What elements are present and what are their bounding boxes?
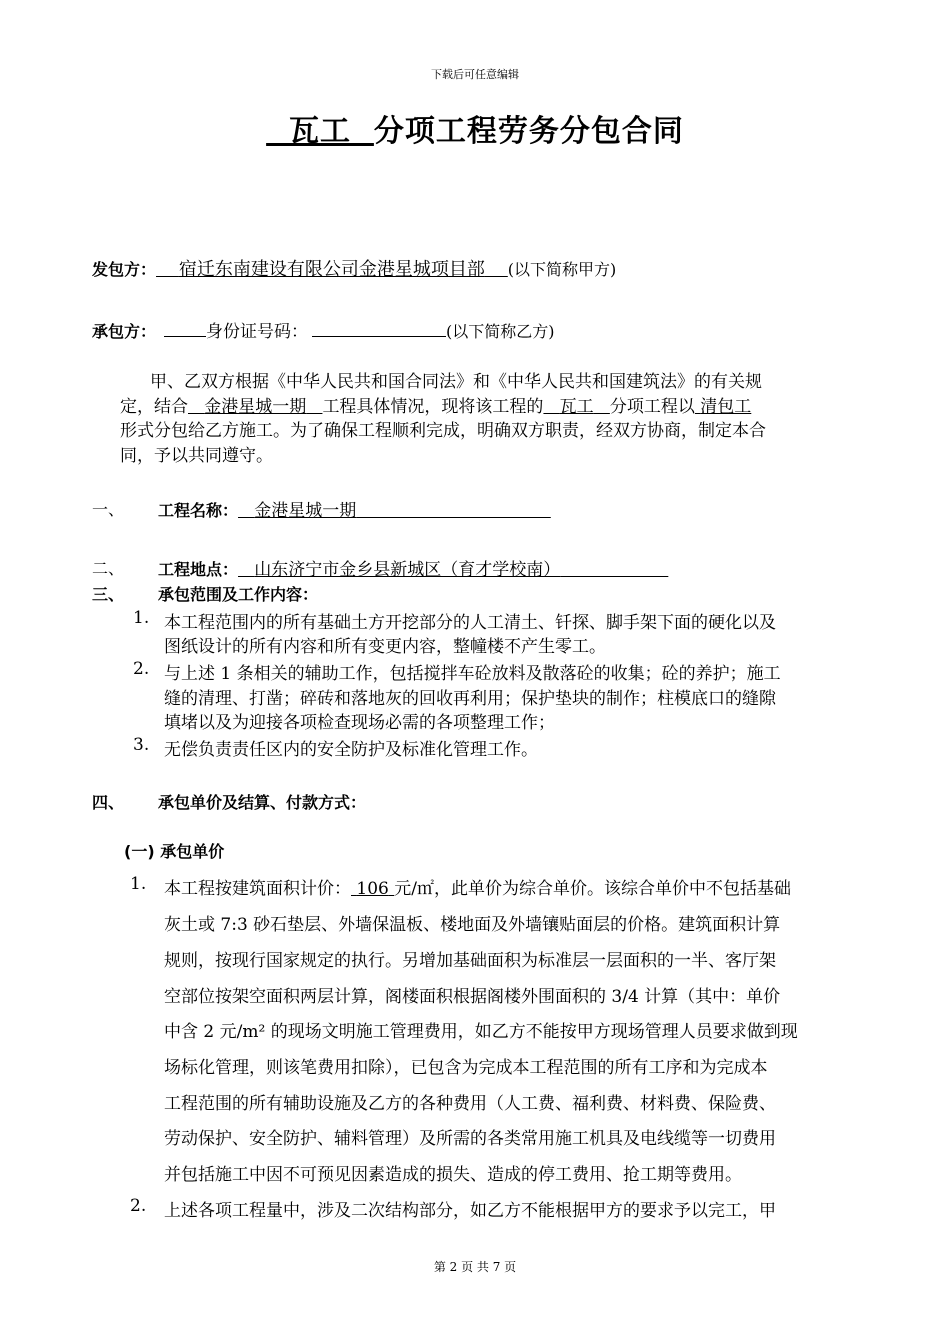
intro-line-3: 形式分包给乙方施工。为了确保工程顺利完成，明确双方职责，经双方协商，制定本合 <box>120 421 766 441</box>
sec3-num: 三、 <box>92 585 125 604</box>
sec4-p1-line4: 空部位按架空面积两层计算，阁楼面积根据阁楼外围面积的 3/4 计算（其中：单价 <box>164 987 781 1007</box>
sec4-p1-num: 1. <box>130 874 147 894</box>
sec4-p2-num: 2. <box>130 1196 147 1216</box>
sec3-item2-line1: 与上述 1 条相关的辅助工作，包括搅拌车砼放料及散落砼的收集；砼的养护；施工 <box>164 664 781 684</box>
sec4-sub1: (一) 承包单价 <box>124 842 225 861</box>
page-header: 下载后可任意编辑 <box>431 68 519 81</box>
sec4-p1-line7: 工程范围的所有辅助设施及乙方的各种费用（人工费、福利费、材料费、保险费、 <box>164 1094 776 1114</box>
party-b-suffix: (以下简称乙方) <box>446 322 555 341</box>
sec3-item3-num: 3. <box>133 735 150 755</box>
sec2-num: 二、 <box>92 559 125 578</box>
intro-line-1: 甲、乙双方根据《中华人民共和国合同法》和《中华人民共和国建筑法》的有关规 <box>150 372 762 392</box>
sec3-item2-line2: 缝的清理、打凿；碎砖和落地灰的回收再利用；保护垫块的制作；柱模底口的缝隙 <box>164 689 776 709</box>
sec3-label: 承包范围及工作内容： <box>158 585 319 604</box>
sec1-num: 一、 <box>92 500 125 519</box>
party-a-value: 宿迁东南建设有限公司金港星城项目部 <box>178 259 485 280</box>
intro-line-4: 同，予以共同遵守。 <box>120 446 273 466</box>
sec4-p1-line6: 场标化管理，则该笔费用扣除），已包含为完成本工程范围的所有工序和为完成本 <box>164 1058 768 1078</box>
sec4-num: 四、 <box>92 793 125 812</box>
party-a-line <box>92 255 616 281</box>
sec4-p1-line1: 本工程按建筑面积计价： 106 元/㎡，此单价为综合单价。该综合单价中不包括基础 <box>164 879 791 899</box>
sec1-line: 工程名称： 金港星城一期 <box>158 501 357 521</box>
party-b-id-label: 身份证号码： <box>206 322 309 342</box>
sec3-item1-line1: 本工程范围内的所有基础土方开挖部分的人工清土、钎探、脚手架下面的硬化以及 <box>164 613 776 633</box>
sec4-p1-line2: 灰土或 7:3 砂石垫层、外墙保温板、楼地面及外墙镶贴面层的价格。建筑面积计算 <box>164 915 781 935</box>
sec3-item2-line3: 填堵以及为迎接各项检查现场必需的各项整理工作； <box>164 713 555 733</box>
party-b-id-blank <box>312 320 446 337</box>
sec2-line: 工程地点： 山东济宁市金乡县新城区（育才学校南） <box>158 560 561 580</box>
title-trade: 瓦工 <box>289 114 351 149</box>
party-a-label: 发包方： <box>92 260 157 279</box>
party-b-name-blank <box>164 320 206 337</box>
party-a-suffix: (以下简称甲方) <box>507 260 617 279</box>
contract-title <box>0 106 950 150</box>
party-b-line <box>92 317 555 342</box>
sec4-p1-line9: 并包括施工中因不可预见因素造成的损失、造成的停工费用、抢工期等费用。 <box>164 1165 742 1185</box>
sec3-item1-line2: 图纸设计的所有内容和所有变更内容，整幢楼不产生零工。 <box>164 637 606 657</box>
party-b-label: 承包方： <box>92 322 157 341</box>
sec4-p1-line5: 中含 2 元/m² 的现场文明施工管理费用，如乙方不能按甲方现场管理人员要求做到现 <box>164 1022 798 1042</box>
page-footer: 第 2 页 共 7 页 <box>433 1260 517 1274</box>
title-text: 分项工程劳务分包合同 <box>373 114 684 149</box>
intro-line-2: 定，结合 金港星城一期 工程具体情况，现将该工程的 瓦工 分项工程以 清包工 <box>120 397 752 417</box>
sec4-p1-line3: 规则，按现行国家规定的执行。另增加基础面积为标准层一层面积的一半、客厅架 <box>164 951 776 971</box>
sec4-label: 承包单价及结算、付款方式： <box>158 793 367 812</box>
unit-price: 106 <box>356 879 389 899</box>
sec3-item2-num: 2. <box>133 659 150 679</box>
sec4-p2-line1: 上述各项工程量中，涉及二次结构部分，如乙方不能根据甲方的要求予以完工，甲 <box>164 1201 776 1221</box>
sec3-item3-line1: 无偿负责责任区内的安全防护及标准化管理工作。 <box>164 740 538 760</box>
sec4-p1-line8: 劳动保护、安全防护、辅料管理）及所需的各类常用施工机具及电线缆等一切费用 <box>164 1129 776 1149</box>
sec3-item1-num: 1. <box>133 608 150 628</box>
